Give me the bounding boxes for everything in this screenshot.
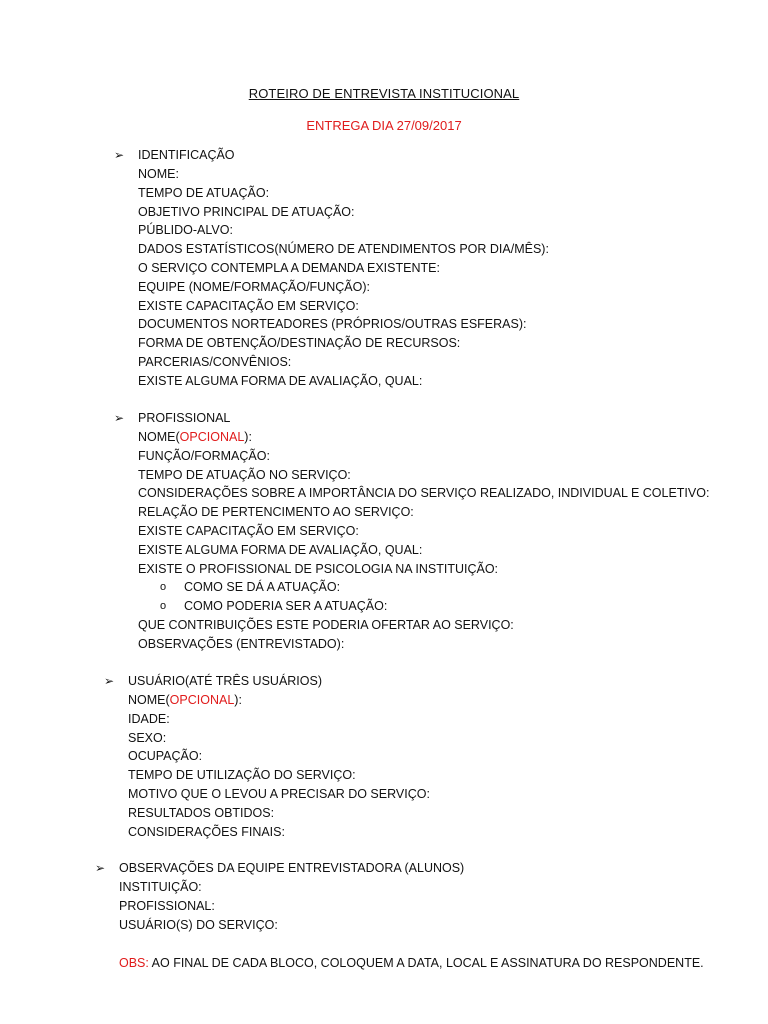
sub-field-text: COMO SE DÁ A ATUAÇÃO: bbox=[184, 580, 341, 595]
nome-suffix: ): bbox=[244, 430, 252, 444]
section-heading bbox=[113, 146, 549, 165]
field-label: FUNÇÃO/FORMAÇÃO: bbox=[138, 448, 270, 463]
field-label: INSTITUIÇÃO: bbox=[119, 880, 202, 894]
document-title: ROTEIRO DE ENTREVISTA INSTITUCIONAL bbox=[248, 86, 520, 101]
field-label: DADOS ESTATÍSTICOS(NÚMERO DE ATENDIMENTOS POR DIA/MÊS): bbox=[138, 242, 549, 257]
sub-field-list bbox=[138, 578, 709, 616]
field-label: OBSERVAÇÕES (ENTREVISTADO): bbox=[138, 636, 345, 651]
delivery-date: ENTREGA DIA 27/09/2017 bbox=[306, 118, 462, 133]
field-label: EXISTE ALGUMA FORMA DE AVALIAÇÃO, QUAL: bbox=[138, 542, 423, 557]
field-label: RELAÇÃO DE PERTENCIMENTO AO SERVIÇO: bbox=[138, 505, 414, 520]
sub-field-text: COMO PODERIA SER A ATUAÇÃO: bbox=[184, 599, 388, 614]
field-list bbox=[138, 616, 709, 654]
optional-tag: OPCIONAL bbox=[169, 693, 235, 707]
nome-prefix: NOME( bbox=[138, 430, 180, 444]
arrow-bullet-icon: ➢ bbox=[113, 148, 125, 162]
field-label: NOME: bbox=[138, 167, 179, 181]
nome-prefix: NOME( bbox=[128, 693, 170, 707]
circle-bullet-icon: o bbox=[160, 581, 167, 594]
field-label: OBJETIVO PRINCIPAL DE ATUAÇÃO: bbox=[138, 204, 355, 219]
section-profissional bbox=[113, 409, 710, 654]
field-label: PROFISSIONAL: bbox=[119, 898, 215, 913]
field-label: RESULTADOS OBTIDOS: bbox=[128, 805, 275, 820]
obs-label: OBS: bbox=[119, 956, 149, 970]
section-title: USUÁRIO(ATÉ TRÊS USUÁRIOS) bbox=[128, 674, 323, 688]
field-label: CONSIDERAÇÕES SOBRE A IMPORTÂNCIA DO SERVIÇO REALIZADO, INDIVIDUAL E COLETIVO: bbox=[138, 486, 710, 501]
optional-tag: OPCIONAL bbox=[179, 430, 245, 444]
section-title: OBSERVAÇÕES DA EQUIPE ENTREVISTADORA (ALUNOS) bbox=[119, 861, 465, 875]
field-label: PÚBLIDO-ALVO: bbox=[138, 223, 233, 238]
field-label: FORMA DE OBTENÇÃO/DESTINAÇÃO DE RECURSOS: bbox=[138, 336, 461, 351]
sub-field-label bbox=[138, 597, 709, 616]
field-label: DOCUMENTOS NORTEADORES (PRÓPRIOS/OUTRAS ESFERAS): bbox=[138, 317, 527, 332]
field-list bbox=[138, 165, 549, 391]
field-label: TEMPO DE ATUAÇÃO NO SERVIÇO: bbox=[138, 467, 351, 482]
section-heading bbox=[113, 409, 709, 428]
field-label: QUE CONTRIBUIÇÕES ESTE PODERIA OFERTAR AO SERVIÇO: bbox=[138, 617, 514, 632]
field-label: IDADE: bbox=[128, 711, 170, 726]
field-label: EXISTE ALGUMA FORMA DE AVALIAÇÃO, QUAL: bbox=[138, 373, 423, 388]
field-label: TEMPO DE UTILIZAÇÃO DO SERVIÇO: bbox=[128, 768, 356, 783]
arrow-bullet-icon: ➢ bbox=[103, 674, 115, 688]
field-label: PARCERIAS/CONVÊNIOS: bbox=[138, 354, 292, 369]
section-heading bbox=[94, 859, 465, 878]
field-label-nome bbox=[128, 691, 430, 710]
field-list bbox=[119, 878, 464, 934]
circle-bullet-icon: o bbox=[160, 600, 167, 613]
field-label: MOTIVO QUE O LEVOU A PRECISAR DO SERVIÇO: bbox=[128, 786, 430, 801]
field-label: EXISTE CAPACITAÇÃO EM SERVIÇO: bbox=[138, 298, 359, 313]
field-label: OCUPAÇÃO: bbox=[128, 749, 203, 764]
field-label: CONSIDERAÇÕES FINAIS: bbox=[128, 824, 285, 839]
arrow-bullet-icon: ➢ bbox=[113, 411, 125, 425]
section-heading bbox=[103, 672, 430, 691]
section-usuario bbox=[103, 672, 430, 841]
field-list bbox=[138, 428, 709, 578]
field-list bbox=[128, 691, 430, 841]
field-label: O SERVIÇO CONTEMPLA A DEMANDA EXISTENTE: bbox=[138, 260, 440, 275]
field-label: EXISTE CAPACITAÇÃO EM SERVIÇO: bbox=[138, 523, 359, 538]
field-label: EXISTE O PROFISSIONAL DE PSICOLOGIA NA INSTITUIÇÃO: bbox=[138, 561, 499, 576]
section-title: PROFISSIONAL bbox=[138, 411, 231, 425]
section-observacoes bbox=[94, 859, 465, 934]
field-label: SEXO: bbox=[128, 730, 167, 745]
section-title: IDENTIFICAÇÃO bbox=[138, 148, 235, 162]
sub-field-label bbox=[138, 578, 709, 597]
field-label-nome bbox=[138, 428, 709, 447]
section-identificacao bbox=[113, 146, 549, 391]
obs-note bbox=[119, 954, 704, 973]
arrow-bullet-icon: ➢ bbox=[94, 861, 106, 875]
obs-text: AO FINAL DE CADA BLOCO, COLOQUEM A DATA, LOCAL E ASSINATURA DO RESPONDENTE. bbox=[148, 956, 704, 970]
field-label: EQUIPE (NOME/FORMAÇÃO/FUNÇÃO): bbox=[138, 279, 370, 294]
nome-suffix: ): bbox=[234, 693, 242, 707]
field-label: TEMPO DE ATUAÇÃO: bbox=[138, 185, 270, 200]
field-label: USUÁRIO(S) DO SERVIÇO: bbox=[119, 917, 278, 932]
